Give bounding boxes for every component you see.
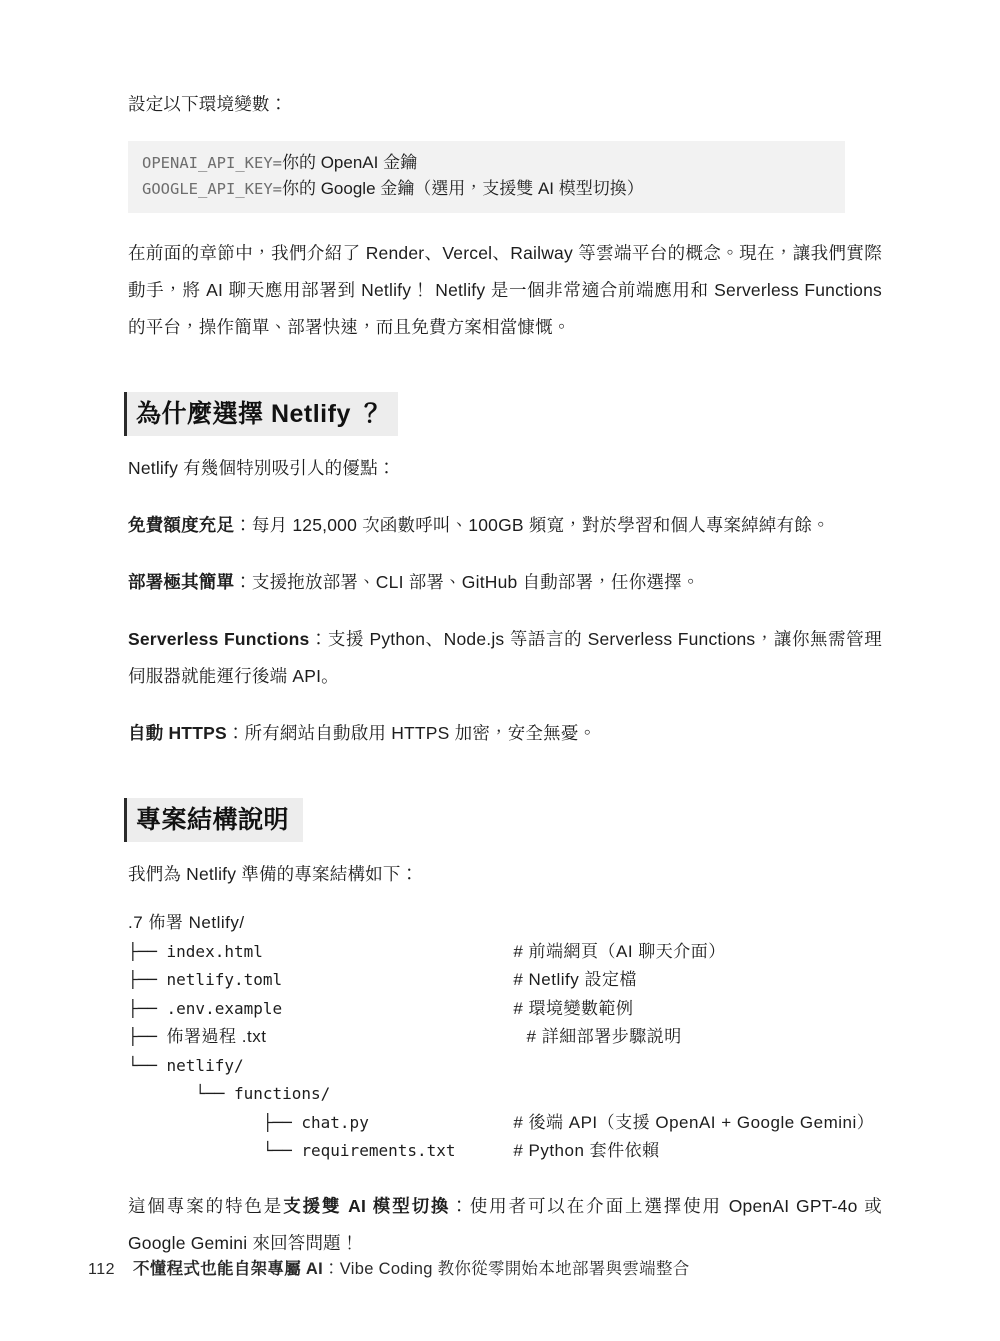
tree-row [128,1109,882,1138]
env-code-line [142,150,831,176]
tree-node-name: netlify/ [166,1055,244,1075]
tree-row [128,1080,882,1109]
env-code-block [128,141,845,213]
closing-bold: 支援雙 AI 模型切換 [283,1195,451,1216]
tree-comment: # 環境變數範例 [513,998,634,1018]
tree-node-name: index.html [166,941,263,961]
page-footer [88,1255,690,1279]
tree-comment: # 詳細部署步驟説明 [526,1027,682,1046]
tree-gap [369,1113,514,1132]
tree-node-name: .7 佈署 Netlify/ [128,913,245,932]
tree-branch-glyph: └── [128,1055,167,1075]
feature-point [128,564,882,601]
feature-text: 所有網站自動啟用 HTTPS 加密，安全無憂。 [244,723,597,743]
project-tree [128,909,882,1166]
tree-branch-glyph: ├── [128,1027,167,1046]
tree-row [128,938,882,967]
tree-gap [282,970,513,989]
tree-row [128,1137,882,1166]
feature-text: 支援拖放部署、CLI 部署、GitHub 自動部署，任你選擇。 [251,572,700,592]
tree-node-name: functions/ [233,1084,331,1103]
env-value: 你的 OpenAI 金鑰 [281,153,418,172]
tree-comment: # Python 套件依賴 [513,1141,660,1160]
tree-branch-glyph: ├── [128,998,167,1018]
tree-branch-glyph: ├── [128,970,167,989]
tree-gap [456,1141,514,1160]
feature-point [128,715,882,752]
tree-node-name: .env.example [166,998,283,1018]
closing-prefix: 這個專案的特色是 [128,1195,284,1216]
closing-paragraph [128,1188,882,1262]
tree-row [128,1023,882,1052]
footer-book-title [133,1255,690,1279]
tree-comment: # 前端網頁（AI 聊天介面） [513,941,726,961]
env-value: 你的 Google 金鑰（選用，支援雙 AI 模型切換） [281,179,644,198]
tree-branch-glyph: ├── [128,1112,302,1132]
feature-sep: ： [309,629,328,649]
section-why-heading-wrap [124,366,882,450]
feature-text: 支援 Python、Node.js 等語言的 Serverless Functions，讓你無需管理伺服器就能運行後端 API。 [128,629,882,686]
tree-gap [266,1027,526,1046]
feature-point [128,507,882,544]
tree-comment: # Netlify 設定檔 [513,970,637,989]
section-why-heading: 為什麼選擇 Netlify ？ [124,392,398,436]
tree-row [128,909,882,938]
tree-row [128,966,882,995]
feature-label: 自動 HTTPS [128,723,227,743]
tree-node-name: 佈署過程 .txt [166,1027,267,1046]
tree-node-name: chat.py [301,1112,369,1132]
footer-page-number: 112 [88,1261,116,1278]
tree-branch-glyph: └── [128,1141,302,1160]
tree-gap [282,999,513,1018]
section-structure-heading: 專案結構說明 [124,798,303,842]
section-why-lead: Netlify 有幾個特別吸引人的優點： [128,458,396,478]
tree-row [128,995,882,1024]
tree-comment: # 後端 API（支援 OpenAI + Google Gemini） [513,1112,875,1132]
feature-sep: ： [226,723,245,743]
tree-gap [263,942,513,961]
intro-label: 設定以下環境變數： [128,94,288,114]
feature-label: 免費額度充足 [128,515,235,535]
tree-node-name: requirements.txt [301,1141,456,1160]
env-code-line [142,176,831,202]
tree-row [128,1052,882,1081]
feature-label: 部署極其簡單 [128,572,235,592]
tree-branch-glyph: └── [128,1084,234,1103]
feature-text: 每月 125,000 次函數呼叫、100GB 頻寬，對於學習和個人專案綽綽有餘。 [251,515,830,535]
section-structure-lead: 我們為 Netlify 準備的專案結構如下： [128,864,419,884]
tree-branch-glyph: ├── [128,941,167,961]
intro-paragraph: 在前面的章節中，我們介紹了 Render、Vercel、Railway 等雲端平台的概念。現在，讓我們實際動手，將 AI 聊天應用部署到 Netlify！ Netlify 是一個非常適合前端應用和 Serverless Functions 的平台，操作簡單、部署快速，而且免費方案相當慷慨。 [128,243,882,337]
section-structure-heading-wrap [124,772,882,856]
closing-suffix: ：使用者可以在介面上選擇使用 OpenAI GPT-4o 或 Google Gemini 來回答問題！ [128,1195,882,1253]
footer-title-rest: ：Vibe Coding 教你從零開始本地部署與雲端整合 [323,1260,690,1278]
feature-label: Serverless Functions [128,629,310,649]
feature-sep: ： [234,515,252,535]
env-key: GOOGLE_API_KEY= [142,180,282,198]
env-key: OPENAI_API_KEY= [142,154,282,172]
feature-sep: ： [234,572,252,592]
feature-point [128,621,882,695]
tree-node-name: netlify.toml [166,970,283,989]
footer-title-bold: 不懂程式也能自架專屬 AI [133,1260,323,1278]
